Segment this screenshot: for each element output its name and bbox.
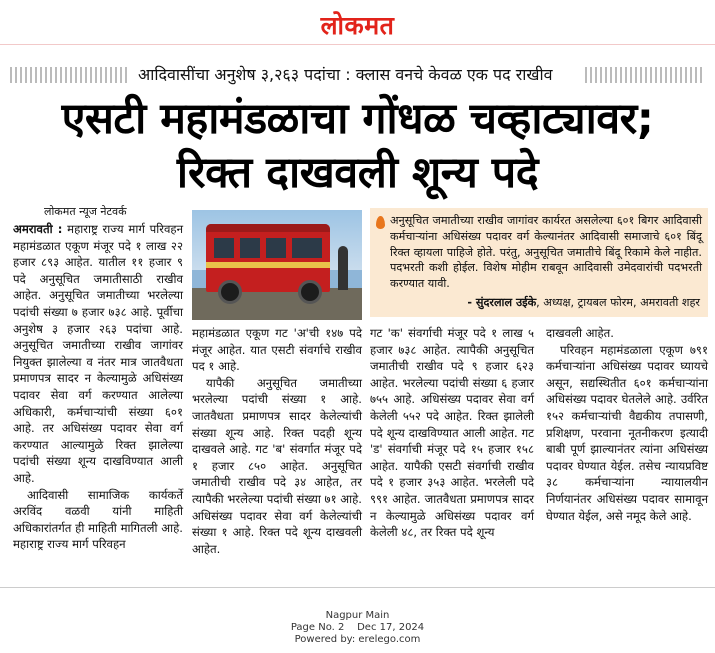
footer-edition: Nagpur Main <box>325 610 390 621</box>
paragraph: गट 'क' संवर्गाची मंजूर पदे १ लाख ५ हजार ७३८ आहेत. त्यापैकी अनुसूचित जमातीची राखीव पदे ९ हजार ६२३ आहेत. भरलेल्या पदांची संख्या ६ हजार ७५५ आहे. अधिसंख्य पदावर सेवा वर्ग केलेली ५५२ पदे आहेत. रिक्त झालेली पदे शून्य दाखविण्यात आली आहेत. गट 'ड' संवर्गाची मंजूर पदे १५ हजार १५८ आहेत. यापैकी एसटी संवर्गाची राखीव पदे १ हजार ३५३ आहेत. भरलेली पदे ९९१ आहेत. जातवैधता प्रमाणपत्र सादर न केल्यामुळे अधिसंख्य पदावर वर्ग केलेली ४८, तर रिक्त पदे शून्य <box>370 326 534 540</box>
footer-page-date: Page No. 2 Dec 17, 2024 <box>290 622 425 633</box>
footer-powered-by: Powered by: erelego.com <box>294 634 421 645</box>
bus-window <box>214 238 234 258</box>
quote-text: अनुसूचित जमातीच्या राखीव जागांवर कार्यरत असलेल्या ६०१ बिगर आदिवासी कर्मचाऱ्यांना अधिसंख्य पदावर वर्ग केल्यानंतर आदिवासी समाजाचे ६०१ बिंदू रिक्त व्हायला पाहिजे होते. परंतु, अनुसूचित जमातीचे बिंदू रिकामे केले नाहीत. पदभरती कशी होईल. विशेष मोहीम राबवून आदिवासी उमेदवारांची पदभरती करण्यात यावी. <box>390 214 702 291</box>
paragraph: दाखवली आहेत. <box>546 326 614 340</box>
quote-signature <box>390 295 700 310</box>
quote-author: - सुंदरलाल उईके <box>467 296 537 309</box>
article-column-3 <box>370 325 534 541</box>
kicker-hatch-left <box>10 67 128 83</box>
paragraph: महामंडळात एकूण गट 'अ'ची १४७ पदे मंजूर आहेत. यात एसटी संवर्गाचे राखीव पद १ आहे. <box>192 326 362 374</box>
kicker-text: आदिवासींचा अनुशेष ३,२६३ पदांचा : क्लास वनचे केवळ एक पद राखीव <box>138 65 553 84</box>
dateline: अमरावती : <box>13 222 63 236</box>
kicker <box>10 63 705 85</box>
newspaper-logo: लोकमत <box>320 11 395 40</box>
bus-stripe <box>206 262 330 268</box>
kicker-hatch-right <box>585 67 705 83</box>
masthead <box>0 0 715 45</box>
bus-photo <box>192 210 362 320</box>
headline-line-1: एसटी महामंडळाचा गोंधळ चव्हाट्यावर; <box>61 94 654 144</box>
bus-roof <box>206 224 330 232</box>
bus-window <box>266 238 286 258</box>
bus-window <box>240 238 260 258</box>
headline-line-2: रिक्त दाखवली शून्य पदे <box>176 148 539 198</box>
article-column-2 <box>192 325 362 557</box>
lead-paragraph <box>13 221 183 487</box>
headline <box>10 92 705 200</box>
paragraph-text: महाराष्ट्र राज्य मार्ग परिवहन महामंडळात एकूण मंजूर पदे १ लाख २२ हजार ८९३ आहेत. यातील ११ हजार ९ पदे अनुसूचित जमातीसाठी राखीव आहेत. अनुसूचित जमातीच्या भरलेल्या पदांची संख्या ७ हजार ७३८ आहे. पूर्वीचा अनुशेष ३ हजार २६३ पदांचा आहे. अनुसूचित जमातीच्या राखीव जागांवर नियुक्त झालेल्या व नंतर मात्र जातवैधता प्रमाणपत्र सादर न केल्यामुळे अधिसंख्य पदावर सेवा वर्ग करण्यात आलेल्या अधिकारी, कर्मचाऱ्यांची संख्या ६०१ आहे. तर अधिसंख्य पदावर सेवा वर्ग करण्यात आल्यामुळे रिक्त झालेल्या पदांची संख्या शून्य दाखविण्यात आली आहे. <box>13 222 183 485</box>
footer-divider <box>0 587 715 588</box>
paragraph: परिवहन महामंडळाला एकूण ७९१ कर्मचाऱ्यांना अधिसंख्य पदावर घ्यायचे असून, सद्यस्थितीत ६०१ कर्मचाऱ्यांना अधिसंख्य पदावर घेतलेले आहे. उर्वरित १५२ कर्मचाऱ्यांची वैद्यकीय तपासणी, प्रशिक्षण, परवाना नूतनीकरण इत्यादी बाबी पूर्ण झाल्यानंतर त्यांना अधिसंख्य पदावर घेण्यात येईल. तसेच न्यायप्रविष्ट ३८ कर्मचाऱ्यांना न्यायालयीन निर्णयानंतर अधिसंख्य पदावर सामावून घेण्यात येईल, असे नमूद केले आहे. <box>546 342 708 523</box>
article-column-4 <box>546 325 708 524</box>
byline: लोकमत न्यूज नेटवर्क <box>44 205 127 218</box>
quote-drop-icon <box>376 216 385 229</box>
quote-designation: , अध्यक्ष, ट्रायबल फोरम, अमरावती शहर <box>536 296 700 309</box>
quote-box <box>370 208 708 317</box>
article-column-1 <box>13 221 183 553</box>
paragraph: यापैकी अनुसूचित जमातीच्या भरलेल्या पदांची संख्या १ आहे. जातवैधता प्रमाणपत्र सादर केलेल्यांची संख्या शून्य आहे. रिक्त पदही शून्य दाखवले आहे. गट 'ब' संवर्गात मंजूर पदे १ हजार ८५० आहेत. अनुसूचित जमातीची राखीव पदे ३४ आहेत, तर त्यापैकी भरलेल्या पदांची संख्या ७१ आहे. अधिसंख्य पदावर सेवा वर्ग केलेल्यांची संख्या १ आहे. रिक्त पदे शून्य दाखवली आहेत. <box>192 375 362 556</box>
person-figure <box>338 246 348 290</box>
paragraph: आदिवासी सामाजिक कार्यकर्ते अरविंद वळवी यांनी माहिती अधिकारांतर्गत ही माहिती मागितली आहे. महाराष्ट्र राज्य मार्ग परिवहन <box>13 487 183 552</box>
bus-windshield <box>292 238 322 258</box>
bus-wheel <box>218 280 242 304</box>
bus-wheel <box>298 280 322 304</box>
